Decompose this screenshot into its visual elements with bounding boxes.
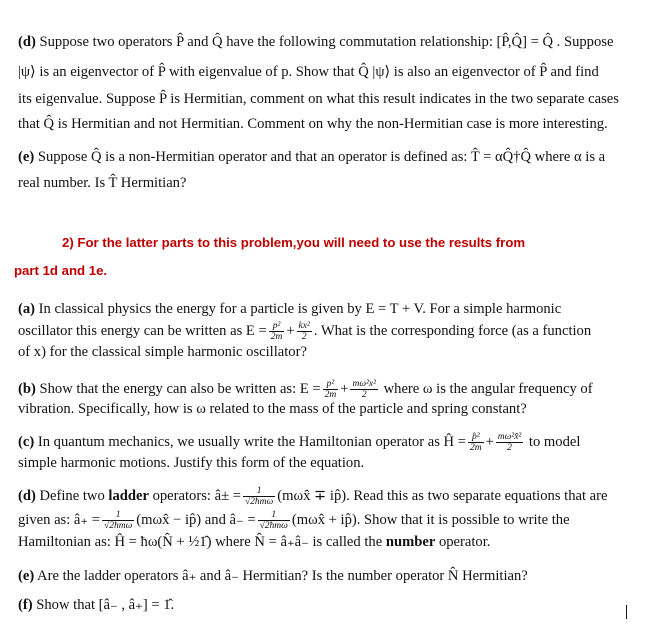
denominator: 2 xyxy=(361,390,367,400)
text: (mωx̂ + ip̂). Show that it is possible to write the xyxy=(291,511,570,528)
text: oscillator this energy can be written as E = xyxy=(18,322,267,339)
part1-d-line-1 xyxy=(18,33,613,51)
part2-d-line-2 xyxy=(18,510,570,531)
part2-heading: 2) For the latter parts to this problem,you will need to use the results from xyxy=(62,235,526,250)
numerator: p² xyxy=(323,379,339,390)
text: + xyxy=(340,380,349,397)
part2-b-label: (b) xyxy=(18,380,36,397)
fraction xyxy=(258,510,290,531)
fraction xyxy=(350,379,377,400)
part1-e-label: (e) xyxy=(18,149,35,165)
part2-a-line-1 xyxy=(18,300,561,318)
denominator: √2ħmω xyxy=(104,521,133,531)
text: Define two xyxy=(35,487,109,504)
denominator: 2 xyxy=(507,443,512,453)
part1-d-line-4: that Q̂ is Hermitian and not Hermitian. Comment on why the non-Hermitian case is more interesting. xyxy=(18,116,608,132)
numerator: p² xyxy=(269,321,285,332)
numerator: 1 xyxy=(243,486,275,497)
text: In classical physics the energy for a particle is given by E = T + V. For a simple harmonic xyxy=(35,301,562,317)
denominator: 2 xyxy=(301,332,307,342)
denominator: 2m xyxy=(324,390,337,400)
denominator: √2ħmω xyxy=(244,497,274,507)
part1-d-line-2: |ψ⟩ is an eigenvector of P̂ with eigenvalue of p. Show that Q̂ |ψ⟩ is also an eigenvector of P̂ and find xyxy=(18,64,599,80)
numerator: mω²x² xyxy=(352,379,376,389)
part2-f-label: (f) xyxy=(18,597,33,613)
numerator: kx² xyxy=(298,321,310,331)
part2-c-label: (c) xyxy=(18,433,35,450)
part2-c-line-1 xyxy=(18,432,580,453)
denominator: √2ħmω xyxy=(259,521,288,531)
text: (mωx̂ ∓ ip̂). Read this as two separate equations that are xyxy=(277,487,608,504)
text: . What is the corresponding force (as a function xyxy=(313,322,592,339)
denominator: 2m xyxy=(469,443,482,453)
fraction xyxy=(297,321,312,342)
part2-e-line xyxy=(18,567,528,585)
text: given as: â₊ = xyxy=(18,511,100,528)
bold-term: number xyxy=(385,534,436,550)
bold-term: ladder xyxy=(108,487,149,504)
text: Are the ladder operators â₊ and â₋ Hermitian? Is the number operator N̂ Hermitian? xyxy=(34,568,528,584)
fraction xyxy=(243,486,275,507)
part1-d-label: (d) xyxy=(18,34,36,50)
text: (mωx̂ − ip̂) and â₋ = xyxy=(136,511,256,528)
text-cursor xyxy=(626,605,627,619)
numerator: mω²x̂² xyxy=(497,432,522,442)
part2-e-label: (e) xyxy=(18,568,35,584)
text: Suppose Q̂ is a non-Hermitian operator and that an operator is defined as: T̂ = αQ̂†Q̂ where α is a xyxy=(34,149,606,165)
part2-heading-continued: part 1d and 1e. xyxy=(14,263,108,278)
part2-a-line-3: of x) for the classical simple harmonic oscillator? xyxy=(18,344,307,360)
fraction xyxy=(102,510,134,531)
part2-a-label: (a) xyxy=(18,301,36,317)
fraction xyxy=(496,432,523,453)
part1-e-line-1 xyxy=(18,148,605,166)
fraction xyxy=(468,432,484,453)
part2-c-line-2: simple harmonic motions. Justify this form of the equation. xyxy=(18,455,365,471)
text: Hamiltonian as: Ĥ = ħω(N̂ + ½1̂) where N̂ = â₊â₋ is called the xyxy=(18,534,386,550)
text: Suppose two operators P̂ and Q̂ have the following commutation relationship: [P̂,Q̂] = Q̂ . Suppose xyxy=(35,34,614,50)
part2-b-line-2: vibration. Specifically, how is ω related to the mass of the particle and spring constant? xyxy=(18,401,527,417)
text: operator. xyxy=(435,534,491,550)
fraction xyxy=(323,379,339,400)
denominator: 2m xyxy=(270,332,283,342)
text: Show that [â₋ , â₊] = 1̂. xyxy=(32,597,175,613)
fraction xyxy=(269,321,285,342)
text: to model xyxy=(525,433,581,450)
part2-a-line-2 xyxy=(18,321,591,342)
numerator: 1 xyxy=(102,510,134,521)
part2-d-line-1 xyxy=(18,486,608,507)
part2-d-label: (d) xyxy=(18,487,36,504)
text: + xyxy=(286,322,295,339)
text: + xyxy=(485,433,494,450)
part2-f-line xyxy=(18,596,174,614)
text: where ω is the angular frequency of xyxy=(379,380,593,397)
text: operators: â± = xyxy=(148,487,241,504)
part2-d-line-3 xyxy=(18,533,490,551)
part1-e-line-2: real number. Is T̂ Hermitian? xyxy=(18,175,187,191)
numerator: 1 xyxy=(258,510,290,521)
part2-b-line-1 xyxy=(18,379,593,400)
text: In quantum mechanics, we usually write the Hamiltonian operator as Ĥ = xyxy=(34,433,466,450)
text: Show that the energy can also be written as: E = xyxy=(35,380,321,397)
numerator: p̂² xyxy=(468,432,484,443)
part1-d-line-3: its eigenvalue. Suppose P̂ is Hermitian, comment on what this result indicates in the two separate cases xyxy=(18,91,619,107)
